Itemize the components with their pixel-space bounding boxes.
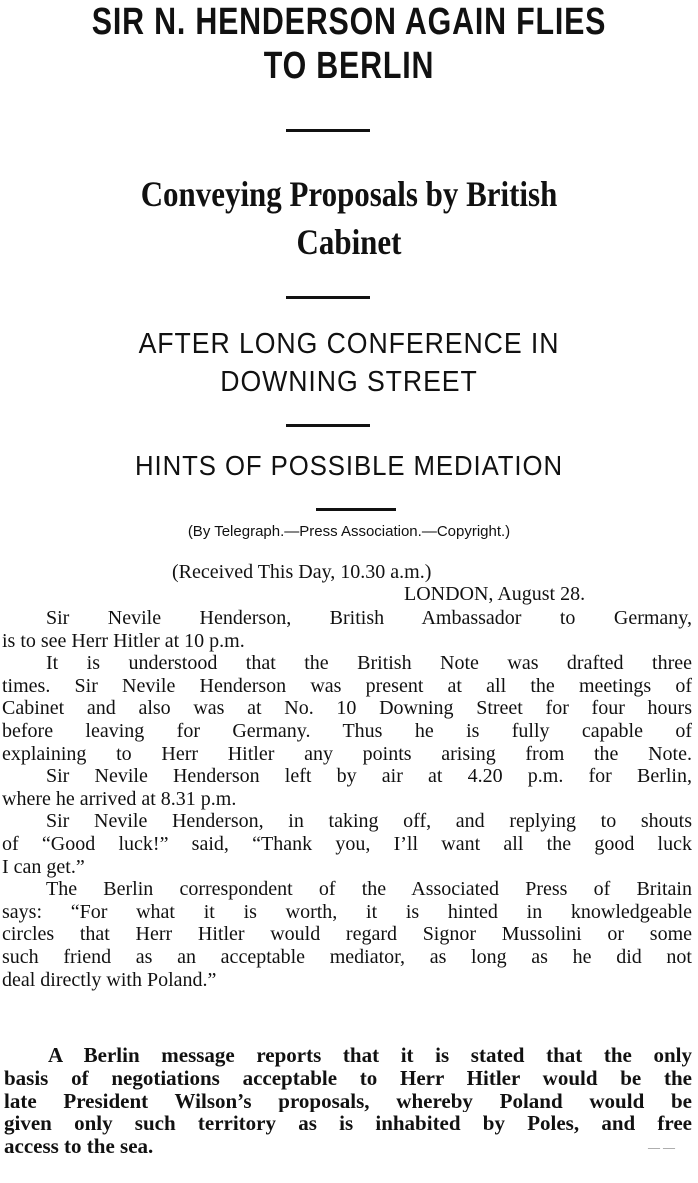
bold-line: access to the sea. <box>4 1135 154 1158</box>
body-line: times. Sir Nevile Henderson was present at all the meetings of <box>2 674 692 697</box>
divider-rule <box>316 508 396 511</box>
divider-rule <box>286 129 370 132</box>
body-line: Cabinet and also was at No. 10 Downing Street for four hours <box>2 697 692 720</box>
body-line: such friend as an acceptable mediator, as long as he did not <box>2 945 692 968</box>
received-time: (Received This Day, 10.30 a.m.) <box>172 561 432 583</box>
body-line: Sir Nevile Henderson left by air at 4.20 p.m. for Berlin, <box>46 765 692 788</box>
body-line: I can get.” <box>2 855 85 878</box>
end-mark: — — <box>648 1140 675 1154</box>
body-line: before leaving for Germany. Thus he is fully capable of <box>2 719 692 742</box>
body-line: says: “For what it is worth, it is hinted in knowledgeable <box>2 900 692 923</box>
bold-line: basis of negotiations acceptable to Herr Hitler would be the <box>4 1066 692 1090</box>
headline <box>0 0 698 88</box>
body-line: where he arrived at 8.31 p.m. <box>2 787 237 810</box>
headline-line-2: TO BERLIN <box>263 45 435 87</box>
divider-rule <box>286 296 370 299</box>
bold-line: late President Wilson’s proposals, whereby Poland would be <box>4 1089 692 1113</box>
subhead-conference <box>0 325 698 401</box>
body-line: circles that Herr Hitler would regard Signor Mussolini or some <box>2 923 692 946</box>
subhead-cabinet-line-1: Conveying Proposals by British <box>140 174 558 214</box>
body-line: of “Good luck!” said, “Thank you, I’ll want all the good luck <box>2 832 692 855</box>
body-line: deal directly with Poland.” <box>2 968 217 991</box>
body-line: explaining to Herr Hitler any points arising from the Note. <box>2 742 692 765</box>
bold-line: A Berlin message reports that it is stated that the only <box>48 1044 692 1067</box>
bold-line: given only such territory as is inhabited by Poles, and free <box>4 1112 692 1136</box>
body-line: is to see Herr Hitler at 10 p.m. <box>2 629 245 652</box>
headline-line-1: SIR N. HENDERSON AGAIN FLIES <box>91 1 607 43</box>
subhead-mediation: HINTS OF POSSIBLE MEDIATION <box>134 450 564 481</box>
subhead-conference-line-1: AFTER LONG CONFERENCE IN <box>138 328 560 360</box>
body-line: Sir Nevile Henderson, British Ambassador to Germany, <box>46 607 692 629</box>
body-line: Sir Nevile Henderson, in taking off, and replying to shouts <box>46 810 692 833</box>
subhead-cabinet-line-2: Cabinet <box>296 222 402 262</box>
body-line: It is understood that the British Note was drafted three <box>46 652 692 675</box>
byline: (By Telegraph.—Press Association.—Copyright.) <box>187 523 511 540</box>
article-body <box>2 607 692 991</box>
article-bold-paragraph <box>4 1044 692 1158</box>
body-line: The Berlin correspondent of the Associated Press of Britain <box>46 878 692 901</box>
dateline: LONDON, August 28. <box>404 583 586 605</box>
divider-rule <box>286 424 370 427</box>
subhead-conference-line-2: DOWNING STREET <box>220 366 478 398</box>
subhead-cabinet <box>0 170 698 266</box>
